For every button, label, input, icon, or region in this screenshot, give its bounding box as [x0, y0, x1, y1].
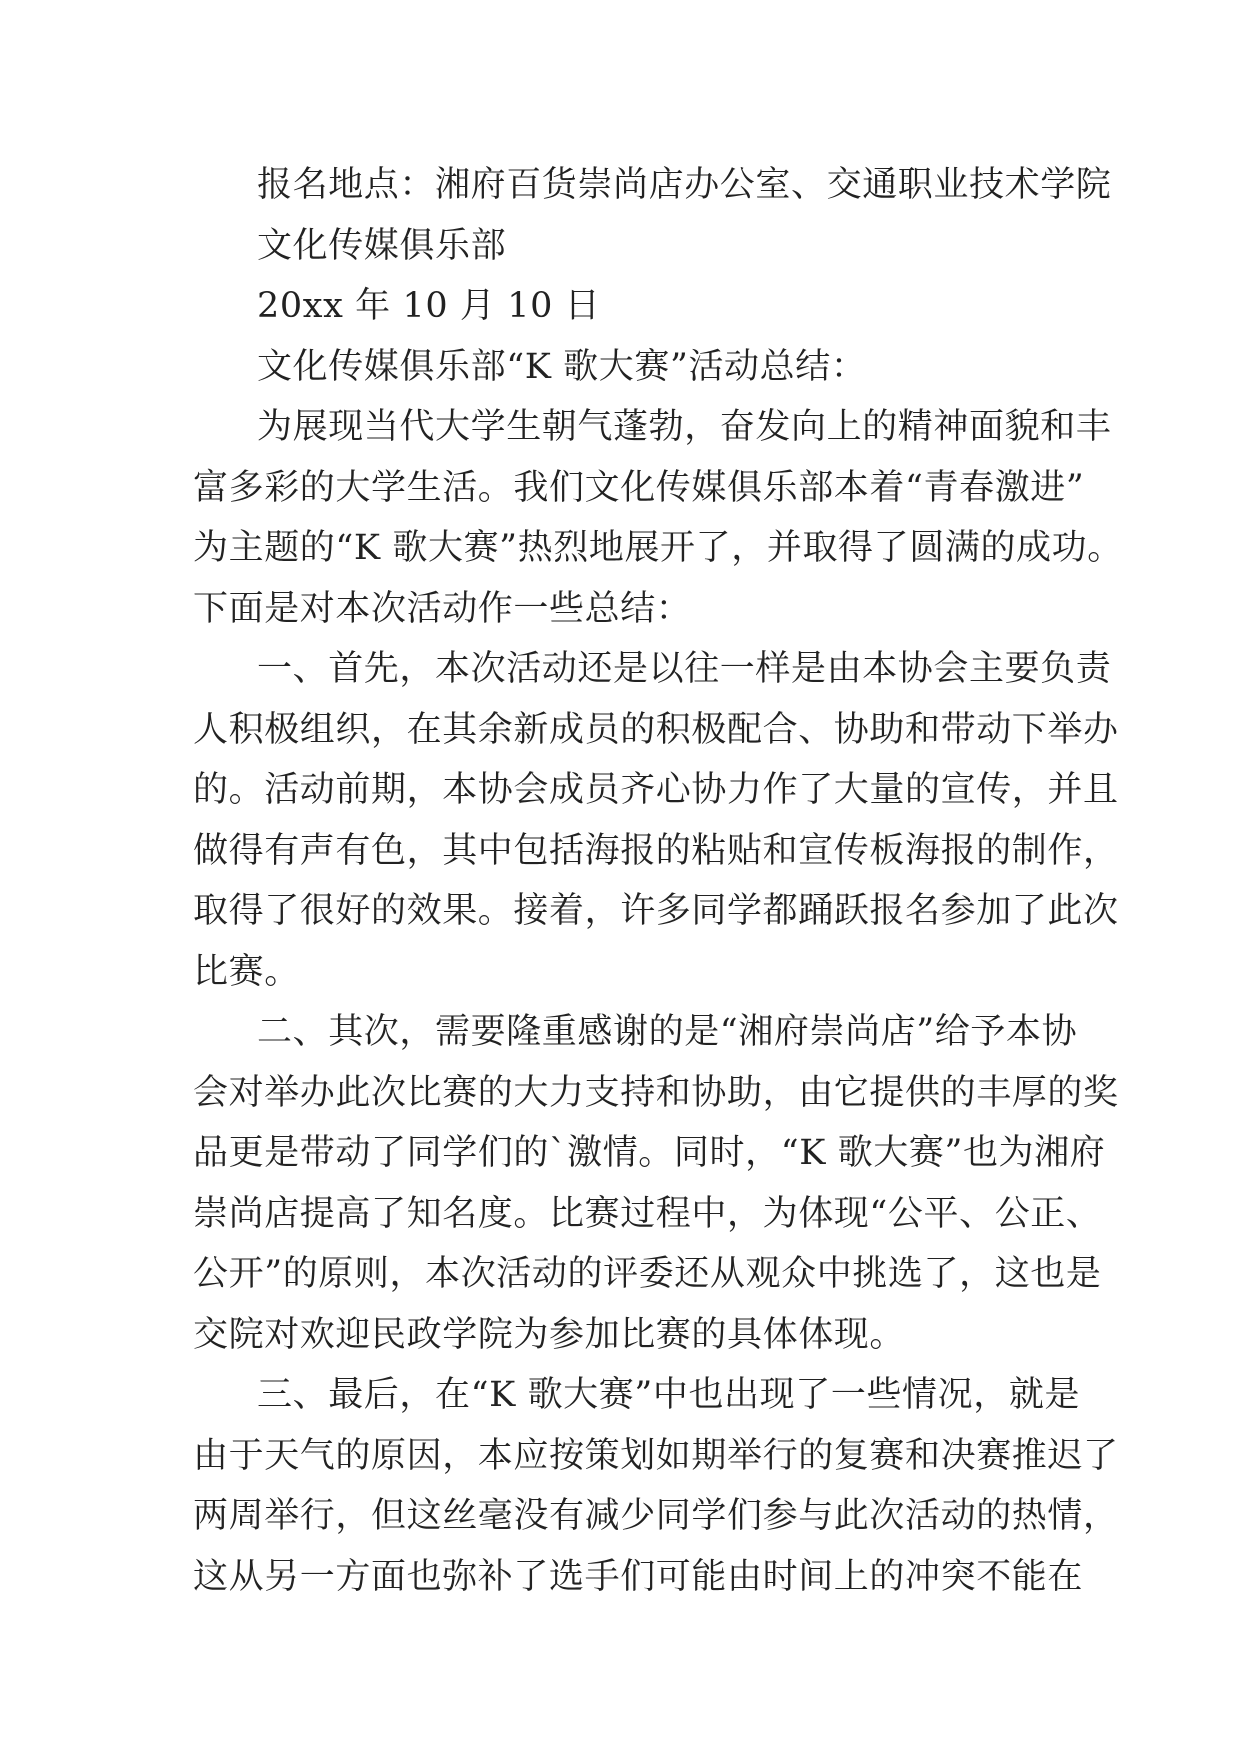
text-line: 文化传媒俱乐部“K 歌大赛”活动总结：	[257, 346, 867, 387]
text-line: 三、最后，在“K 歌大赛”中也出现了一些情况，就是	[257, 1375, 1081, 1415]
text-line: 公开”的原则，本次活动的评委还从观众中挑选了，这也是	[193, 1254, 1102, 1294]
text-line: 做得有声有色，其中包括海报的粘贴和宣传板海报的制作，	[193, 830, 1119, 871]
text-line: 二、其次，需要隆重感谢的是“湘府崇尚店”给予本协	[257, 1012, 1078, 1052]
text-line: 为展现当代大学生朝气蓬勃，奋发向上的精神面貌和丰	[257, 407, 1112, 447]
text-line: 由于天气的原因，本应按策划如期举行的复赛和决赛推迟了	[193, 1435, 1119, 1476]
text-line: 报名地点：湘府百货崇尚店办公室、交通职业技术学院	[257, 165, 1112, 205]
text-line: 富多彩的大学生活。我们文化传媒俱乐部本着“青春激进”	[193, 467, 1085, 508]
document-body	[193, 155, 1123, 1607]
text-line: 会对举办此次比赛的大力支持和协助，由它提供的丰厚的奖	[193, 1072, 1119, 1113]
text-line: 文化传媒俱乐部	[257, 225, 507, 266]
text-line: 一、首先，本次活动还是以往一样是由本协会主要负责	[257, 649, 1112, 689]
text-line: 这从另一方面也弥补了选手们可能由时间上的冲突不能在	[193, 1556, 1084, 1597]
text-line: 品更是带动了同学们的`激情。同时，“K 歌大赛”也为湘府	[193, 1133, 1106, 1173]
text-line: 下面是对本次活动作一些总结：	[193, 588, 692, 629]
text-line: 取得了很好的效果。接着，许多同学都踊跃报名参加了此次	[193, 891, 1119, 931]
text-line: 崇尚店提高了知名度。比赛过程中，为体现“公平、公正、	[193, 1193, 1102, 1234]
text-line: 人积极组织，在其余新成员的积极配合、协助和带动下举办	[193, 709, 1119, 750]
text-line: 20xx 年 10 月 10 日	[257, 286, 601, 326]
text-line: 两周举行，但这丝毫没有减少同学们参与此次活动的热情，	[193, 1496, 1119, 1536]
text-line: 比赛。	[193, 951, 300, 992]
text-line: 为主题的“K 歌大赛”热烈地展开了，并取得了圆满的成功。	[193, 528, 1123, 568]
text-line: 交院对欢迎民政学院为参加比赛的具体体现。	[193, 1314, 906, 1355]
text-line: 的。活动前期，本协会成员齐心协力作了大量的宣传，并且	[193, 770, 1119, 810]
